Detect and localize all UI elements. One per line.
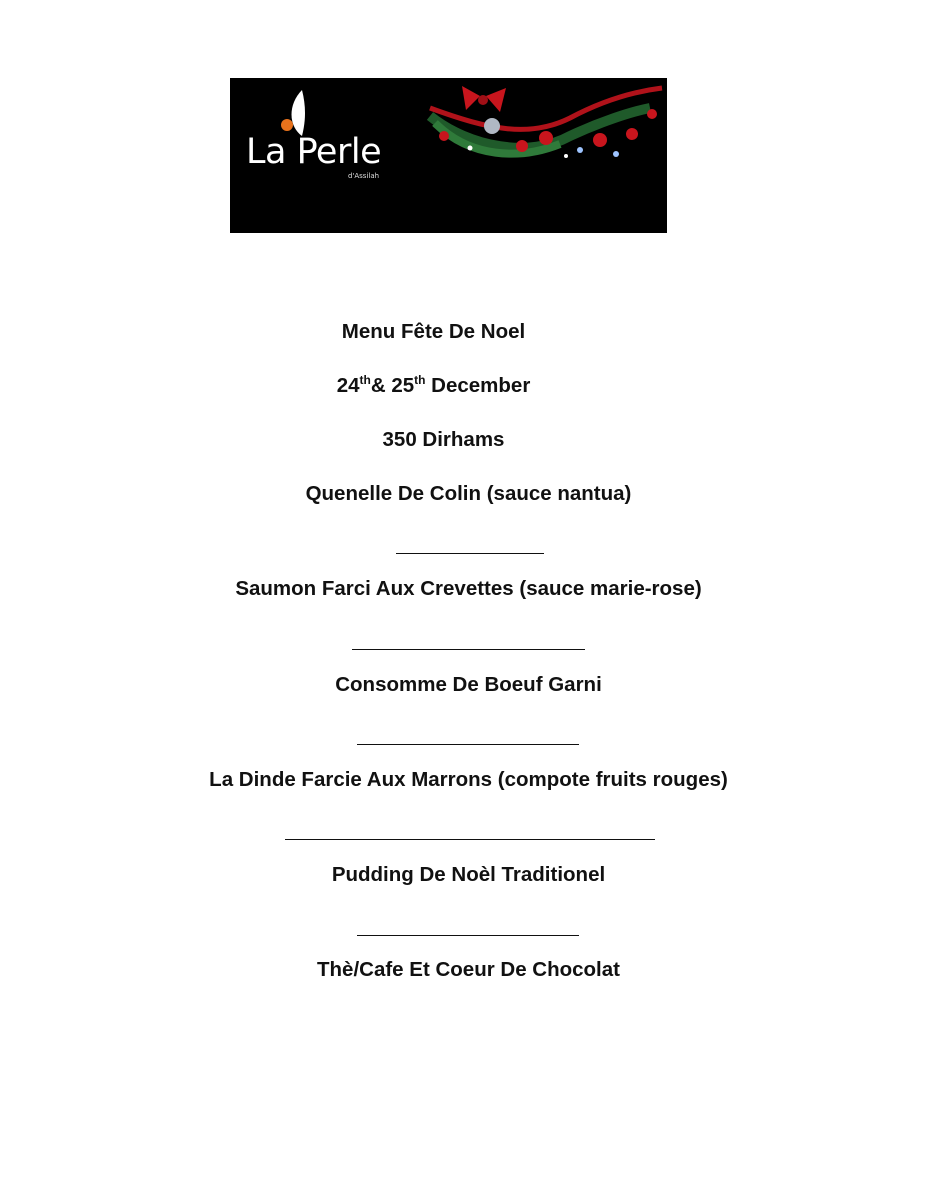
course-6: Thè/Cafe Et Coeur De Chocolat	[317, 958, 620, 981]
menu-date: 24th& 25th December	[336, 373, 531, 397]
menu-price: 350 Dirhams	[382, 428, 505, 451]
course-4: La Dinde Farcie Aux Marrons (compote fruits rouges)	[209, 768, 728, 791]
separator-line	[352, 649, 585, 650]
separator-line	[357, 935, 579, 936]
brand-name: La Perle	[246, 132, 382, 172]
course-2: Saumon Farci Aux Crevettes (sauce marie-rose)	[235, 577, 702, 600]
course-5: Pudding De Noèl Traditionel	[331, 863, 606, 886]
menu-title: Menu Fête De Noel	[341, 320, 526, 343]
leaf-logo-icon	[292, 90, 306, 136]
orange-dot-logo-icon	[281, 119, 293, 131]
brand-subtitle: d'Assilah	[348, 172, 380, 180]
separator-line	[357, 744, 579, 745]
course-1: Quenelle De Colin (sauce nantua)	[305, 482, 632, 505]
header-banner	[230, 78, 667, 233]
course-3: Consomme De Boeuf Garni	[335, 673, 602, 696]
separator-line	[285, 839, 655, 840]
separator-line	[396, 553, 544, 554]
